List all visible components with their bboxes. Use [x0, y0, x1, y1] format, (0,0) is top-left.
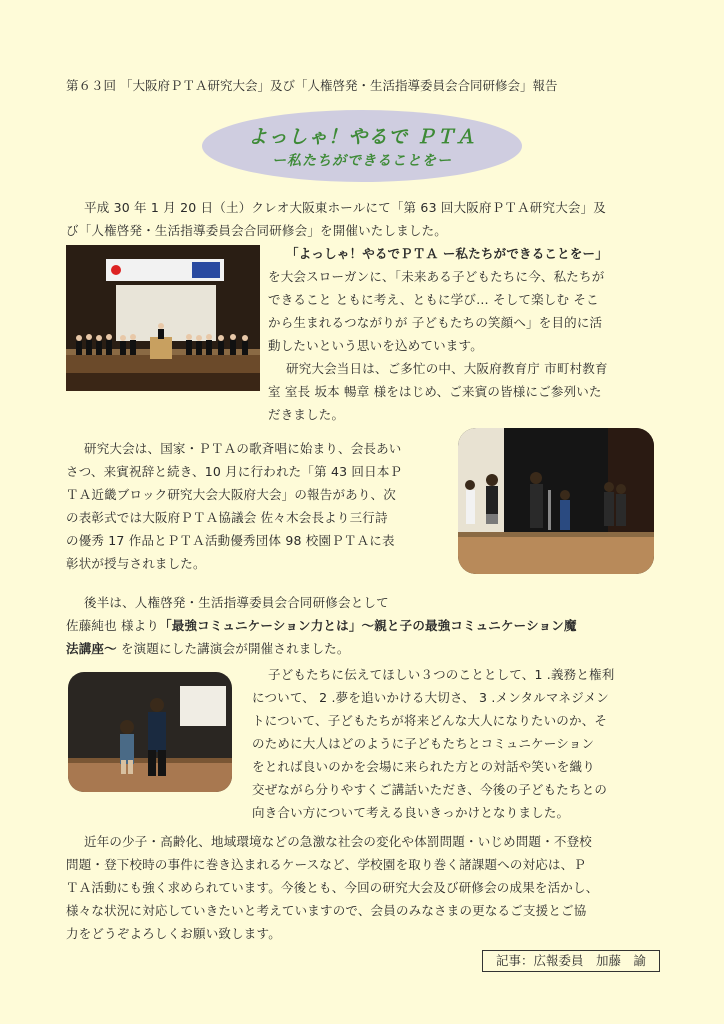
section3-line-1: 後半は、人権啓発・生活指導委員会合同研修会として [84, 595, 389, 610]
section3-line-8: をとれば良いのかを会場に来られた方との対話や笑いを織り [252, 759, 595, 774]
photo-stage-ceremony [66, 245, 260, 391]
section1-line-6: 研究大会当日は、ご多忙の中、大阪府教育庁 市町村教育 [286, 361, 608, 376]
section3-line-7: のために大人はどのように子どもたちとコミュニケーション [252, 736, 595, 751]
section2-line-2: さつ、来賓祝辞と続き、10 月に行われた「第 43 回日本Ｐ [66, 464, 403, 479]
section3-line-10: 向き合い方について考える良いきっかけとなりました。 [252, 805, 570, 820]
lecture-intro-rest: を演題にした講演会が開催されました。 [116, 641, 350, 656]
section2-line-6: 彰状が授与されました。 [66, 556, 206, 571]
closing-line-4: 様々な状況に対応していきたいと考えていますので、会員のみなさまの更なるご支援とご協 [66, 903, 587, 918]
section1-line-4: から生まれるつながりが 子どもたちの笑顔へ」を目的に活 [268, 315, 603, 330]
article-credit: 記事：広報委員 加藤 諭 [482, 950, 660, 972]
section1-slogan-bold: 「よっしゃ！やるでＰＴＡ ー私たちができることをー」 [286, 246, 608, 261]
intro-line-2: び「人権啓発・生活指導委員会合同研修会」を開催いたしました。 [66, 223, 448, 238]
lecture-title-part1: 「最強コミュニケーション力とは」～親と子の最強コミュニケーション魔 [159, 618, 577, 633]
section3-line-4: 子どもたちに伝えてほしい３つのこととして、1 .義務と権利 [268, 667, 615, 682]
slogan-main: よっしゃ！やるで ＰＴＡ [248, 126, 476, 148]
slogan-sub: ー私たちができることをー [272, 153, 452, 169]
section2-line-1: 研究大会は、国家・ＰＴＡの歌斉唱に始まり、会長あい [84, 441, 402, 456]
section2-line-3: ＴＡ近畿ブロック研究大会大阪府大会」の報告があり、次 [66, 487, 396, 502]
section3-line-5: について、 2 .夢を追いかける大切さ、 3 .メンタルマネジメン [252, 690, 609, 705]
section2-line-4: の表彰式では大阪府ＰＴＡ協議会 佐々木会長より三行詩 [66, 510, 388, 525]
closing-line-5: 力をどうぞよろしくお願い致します。 [66, 926, 281, 941]
section1-line-3: できること ともに考え、ともに学び… そして楽しむ そこ [268, 292, 599, 307]
section1-line-7: 室 室長 坂本 暢章 様をはじめ、ご来賓の皆様にご参列いた [268, 384, 602, 399]
closing-line-3: ＴＡ活動にも強く求められています。今後とも、今回の研究大会及び研修会の成果を活かし、 [66, 880, 599, 895]
section3-line-2 [66, 614, 577, 637]
section3-line-9: 交ぜながら分りやすくご講話いただき、今後の子どもたちとの [252, 782, 608, 797]
closing-line-1: 近年の少子・高齢化、地域環境などの急激な社会の変化や体罰問題・いじめ問題・不登校 [84, 834, 593, 849]
section3-line-3 [66, 637, 350, 660]
page-title: 第６３回 「大阪府ＰＴＡ研究大会」及び「人権啓発・生活指導委員会合同研修会」報告 [66, 78, 558, 93]
section2-line-5: の優秀 17 作品とＰＴＡ活動優秀団体 98 校園ＰＴＡに表 [66, 533, 395, 548]
lecture-title-part2: 法講座～ [66, 641, 117, 656]
intro-line-1: 平成 30 年 1 月 20 日（土）クレオ大阪東ホールにて「第 63 回大阪府ＰＴＡ研究大会」及 [84, 200, 607, 215]
section1-line-5: 動したいという思いを込めています。 [268, 338, 483, 353]
section1-line-2: を大会スローガンに、「未来ある子どもたちに今、私たちが [268, 269, 605, 284]
closing-line-2: 問題・登下校時の事件に巻き込まれるケースなど、学校園を取り巻く諸課題への対応は、Ｐ [66, 857, 587, 872]
section3-line-6: トについて、子どもたちが将来どんな大人になりたいのか、そ [252, 713, 608, 728]
photo-lecture [68, 672, 232, 792]
section1-line-8: だきました。 [268, 407, 345, 422]
speaker-intro: 佐藤純也 様より [66, 618, 160, 633]
photo-award-ceremony [458, 428, 654, 574]
